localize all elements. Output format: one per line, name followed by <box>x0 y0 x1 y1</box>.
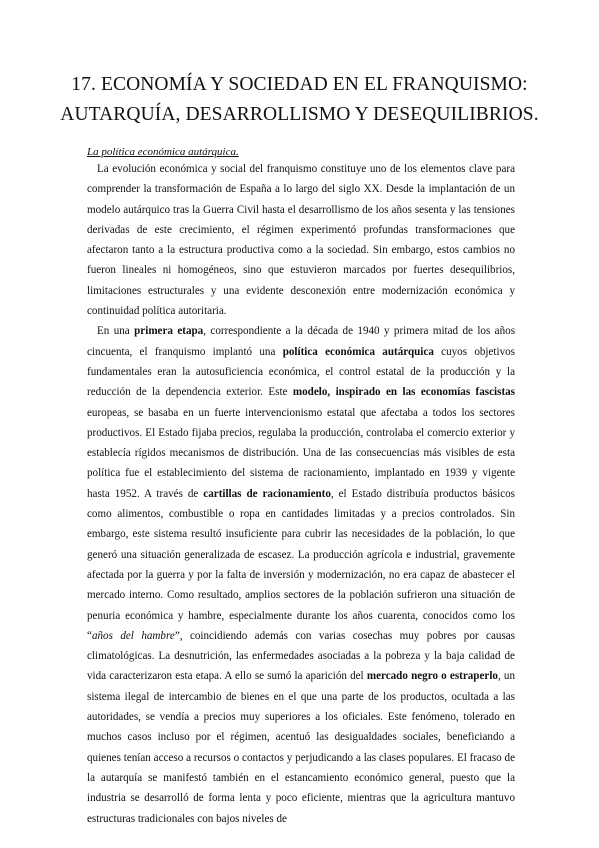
document-body <box>87 145 515 829</box>
paragraph-2-text-1: En una <box>97 325 135 338</box>
section-heading: La política económica autárquica. <box>87 146 239 158</box>
paragraph-2-text-2: , correspondiente a la década de 1940 y primera mitad de los años cincuenta, el franquismo implantó una <box>87 325 516 358</box>
paragraph-2-text-3: cuyos objetivos fundamentales eran la autosuficiencia económica, el control estatal de la producción y la reducción de la dependencia exterior. Este <box>87 345 515 399</box>
paragraph-1: La evolución económica y social del franquismo constituye uno de los elementos clave para comprender la transformación de España a lo largo del siglo XX. Desde la implantación de un modelo autárquico tras la Guerra Civil hasta el desarrollismo de los años sesenta y las tensiones derivadas de este crecimiento, el régimen experimentó profundas transformaciones que afectaron tanto a la estructura productiva como a la sociedad. Sin embargo, estos cambios no fueron lineales ni homogéneos, sino que estuvieron marcados por fuertes desequilibrios, limitaciones estructurales y una evidente desconexión entre modernización económica y continuidad política autoritaria. <box>87 163 515 318</box>
title-line-1: 17. ECONOMÍA Y SOCIEDAD EN EL FRANQUISMO: <box>71 74 528 95</box>
bold-politica-autarquica: política económica autárquica <box>282 345 434 358</box>
italic-anos-hambre: años del hambre <box>91 629 175 642</box>
paragraph-2-text-4: europeas, se basaba en un fuerte intervencionismo estatal que afectaba a todos los sectores productivos. El Estado fijaba precios, regulaba la producción, controlaba el comercio exterior y establecía rígidos mecanismos de distribución. Una de las consecuencias más visibles de esta política fue el establecimiento del sistema de racionamiento, implantado en 1939 y vigente hasta 1952. A través de <box>87 406 515 500</box>
paragraph-2 <box>87 321 515 828</box>
bold-cartillas: cartillas de racionamiento <box>203 487 331 500</box>
bold-modelo-fascista: modelo, inspirado en las economías fascistas <box>292 386 515 399</box>
paragraph-2-text-5: , el Estado distribuía productos básicos como alimentos, combustible o ropa en cantidades limitadas y a precios controlados. Sin embargo, este sistema resultó insuficiente para cubrir las necesidades de la población, lo que generó una situación generalizada de escasez. La producción agrícola e industrial, gravemente afectada por la guerra y por la falta de inversión y modernización, no era capaz de abastecer el mercado interno. Como resultado, amplios sectores de la población sufrieron una situación de penuria económica y hambre, especialmente durante los años cuarenta, conocidos como los “ <box>87 487 515 642</box>
bold-primera-etapa: primera etapa <box>134 325 204 338</box>
paragraph-2-text-7: , un sistema ilegal de intercambio de bienes en el que una parte de los productos, ocultada a las autoridades, se vendía a precios muy superiores a los oficiales. Este fenómeno, tolerado en muchos casos incluso por el régimen, acentuó las desigualdades sociales, beneficiando a quienes tenían acceso a recursos o contactos y perjudicando a las clases populares. El fracaso de la autarquía se manifestó también en el estancamiento económico general, puesto que la industria se desarrolló de forma lenta y poco eficiente, mientras que la agricultura mantuvo estructuras tradicionales con bajos niveles de <box>87 670 515 825</box>
bold-mercado-negro: mercado negro o estraperlo <box>366 670 498 683</box>
document-title <box>40 70 559 130</box>
paragraph-2-text-6: ”, coincidiendo además con varias cosechas muy pobres por causas climatológicas. La desnutrición, las enfermedades asociadas a la pobreza y la baja calidad de vida caracterizaron esta etapa. A ello se sumó la aparición del <box>87 629 515 683</box>
title-line-2: AUTARQUÍA, DESARROLLISMO Y DESEQUILIBRIOS. <box>60 104 539 125</box>
